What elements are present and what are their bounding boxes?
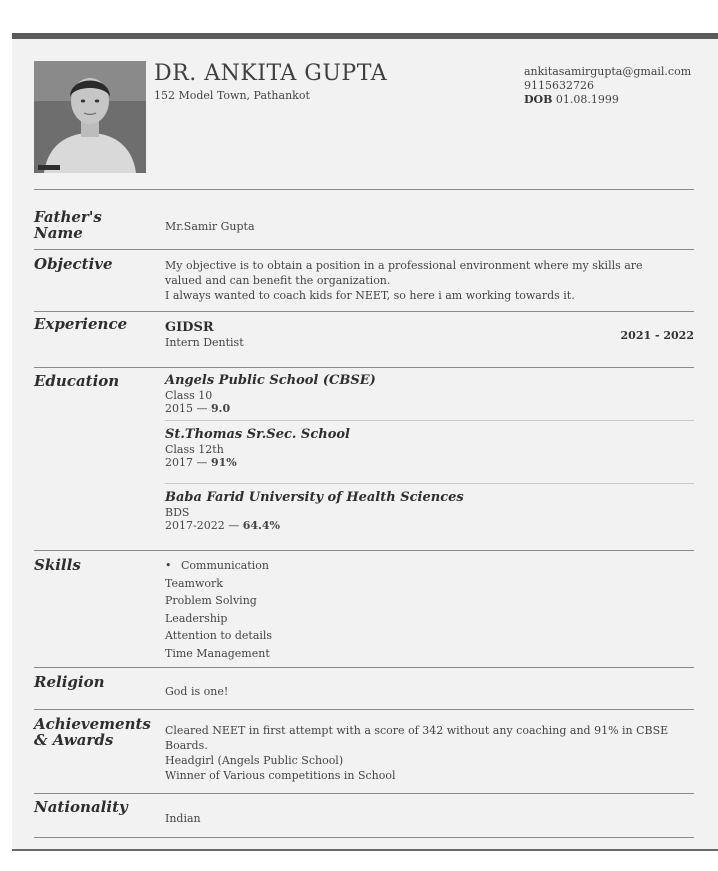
experience-dates: 2021 - 2022 <box>620 329 694 342</box>
objective-line1: My objective is to obtain a position in a professional environment where my skills are <box>165 259 643 272</box>
religion-title: Religion <box>34 673 105 691</box>
education-score: 64.4% <box>242 519 280 532</box>
education-title: Education <box>34 372 120 390</box>
objective-text <box>165 258 694 303</box>
divider <box>34 249 694 250</box>
education-entry <box>165 427 694 469</box>
objective-title: Objective <box>34 255 113 273</box>
religion-value: God is one! <box>165 685 229 698</box>
dob-value: 01.08.1999 <box>555 93 619 106</box>
skill-item: Time Management <box>165 646 270 660</box>
education-entry <box>165 490 694 532</box>
father-title <box>34 209 154 241</box>
school-name: Angels Public School (CBSE) <box>165 373 376 388</box>
education-score: 91% <box>211 456 237 469</box>
education-year-score <box>165 402 694 415</box>
education-score: 9.0 <box>211 402 231 415</box>
achievement-line: Boards. <box>165 739 208 752</box>
dob-label: DOB <box>524 93 553 106</box>
education-year-score <box>165 519 694 532</box>
experience-title: Experience <box>34 315 128 333</box>
experience-org: GIDSR <box>165 320 214 335</box>
achievement-line: Headgirl (Angels Public School) <box>165 754 344 767</box>
education-entry <box>165 373 694 415</box>
divider <box>34 667 694 668</box>
achievements-title <box>34 716 154 748</box>
father-title-line1: Father's <box>34 208 102 226</box>
education-entries <box>165 373 694 532</box>
skill-item <box>165 557 694 575</box>
education-level: Class 12th <box>165 443 224 456</box>
achievement-line: Cleared NEET in first attempt with a score of 342 without any coaching and 91% in CBSE <box>165 724 669 737</box>
divider <box>34 709 694 710</box>
education-year-score <box>165 456 694 469</box>
achievements-title-line2: & Awards <box>34 731 114 749</box>
skill-item: Attention to details <box>165 629 273 642</box>
candidate-address: 152 Model Town, Pathankot <box>154 89 310 102</box>
email-text: ankitasamirgupta@gmail.com <box>524 65 692 78</box>
education-year: 2015 — <box>165 402 208 415</box>
nationality-value: Indian <box>165 812 201 825</box>
resume-header <box>12 39 718 189</box>
achievement-line: Winner of Various competitions in School <box>165 769 396 782</box>
education-level: BDS <box>165 506 190 519</box>
experience-entry <box>165 320 694 350</box>
divider <box>34 367 694 368</box>
skills-list <box>165 557 694 662</box>
school-name: St.Thomas Sr.Sec. School <box>165 427 350 442</box>
father-value: Mr.Samir Gupta <box>165 220 255 233</box>
candidate-name: DR. ANKITA GUPTA <box>154 61 388 86</box>
profile-photo <box>34 61 146 173</box>
skill-item: Leadership <box>165 611 228 625</box>
resume-page <box>12 33 718 851</box>
profile-photo-image <box>34 61 146 173</box>
divider <box>34 550 694 551</box>
education-year: 2017-2022 — <box>165 519 240 532</box>
father-title-line2: Name <box>34 224 83 242</box>
school-name: Baba Farid University of Health Sciences <box>165 490 464 505</box>
skill-label: Communication <box>181 559 269 572</box>
entry-divider <box>165 420 694 421</box>
nationality-title: Nationality <box>34 798 128 816</box>
bullet-icon: • <box>165 559 172 572</box>
achievements-title-line1: Achievements <box>34 715 151 733</box>
objective-line2: valued and can benefit the organization. <box>165 274 391 287</box>
entry-divider <box>165 483 694 484</box>
divider <box>34 793 694 794</box>
education-year: 2017 — <box>165 456 208 469</box>
achievements-text <box>165 723 694 783</box>
skill-item: Teamwork <box>165 576 223 590</box>
skill-item: Problem Solving <box>165 594 257 607</box>
divider <box>34 837 694 838</box>
divider <box>34 189 694 190</box>
phone-text: 9115632726 <box>524 79 594 92</box>
divider <box>34 311 694 312</box>
skills-title: Skills <box>34 556 81 574</box>
objective-line3: I always wanted to coach kids for NEET, so here i am working towards it. <box>165 289 575 302</box>
dob-line <box>524 93 691 107</box>
education-level: Class 10 <box>165 389 213 402</box>
experience-role: Intern Dentist <box>165 336 244 349</box>
contact-block <box>524 65 691 107</box>
